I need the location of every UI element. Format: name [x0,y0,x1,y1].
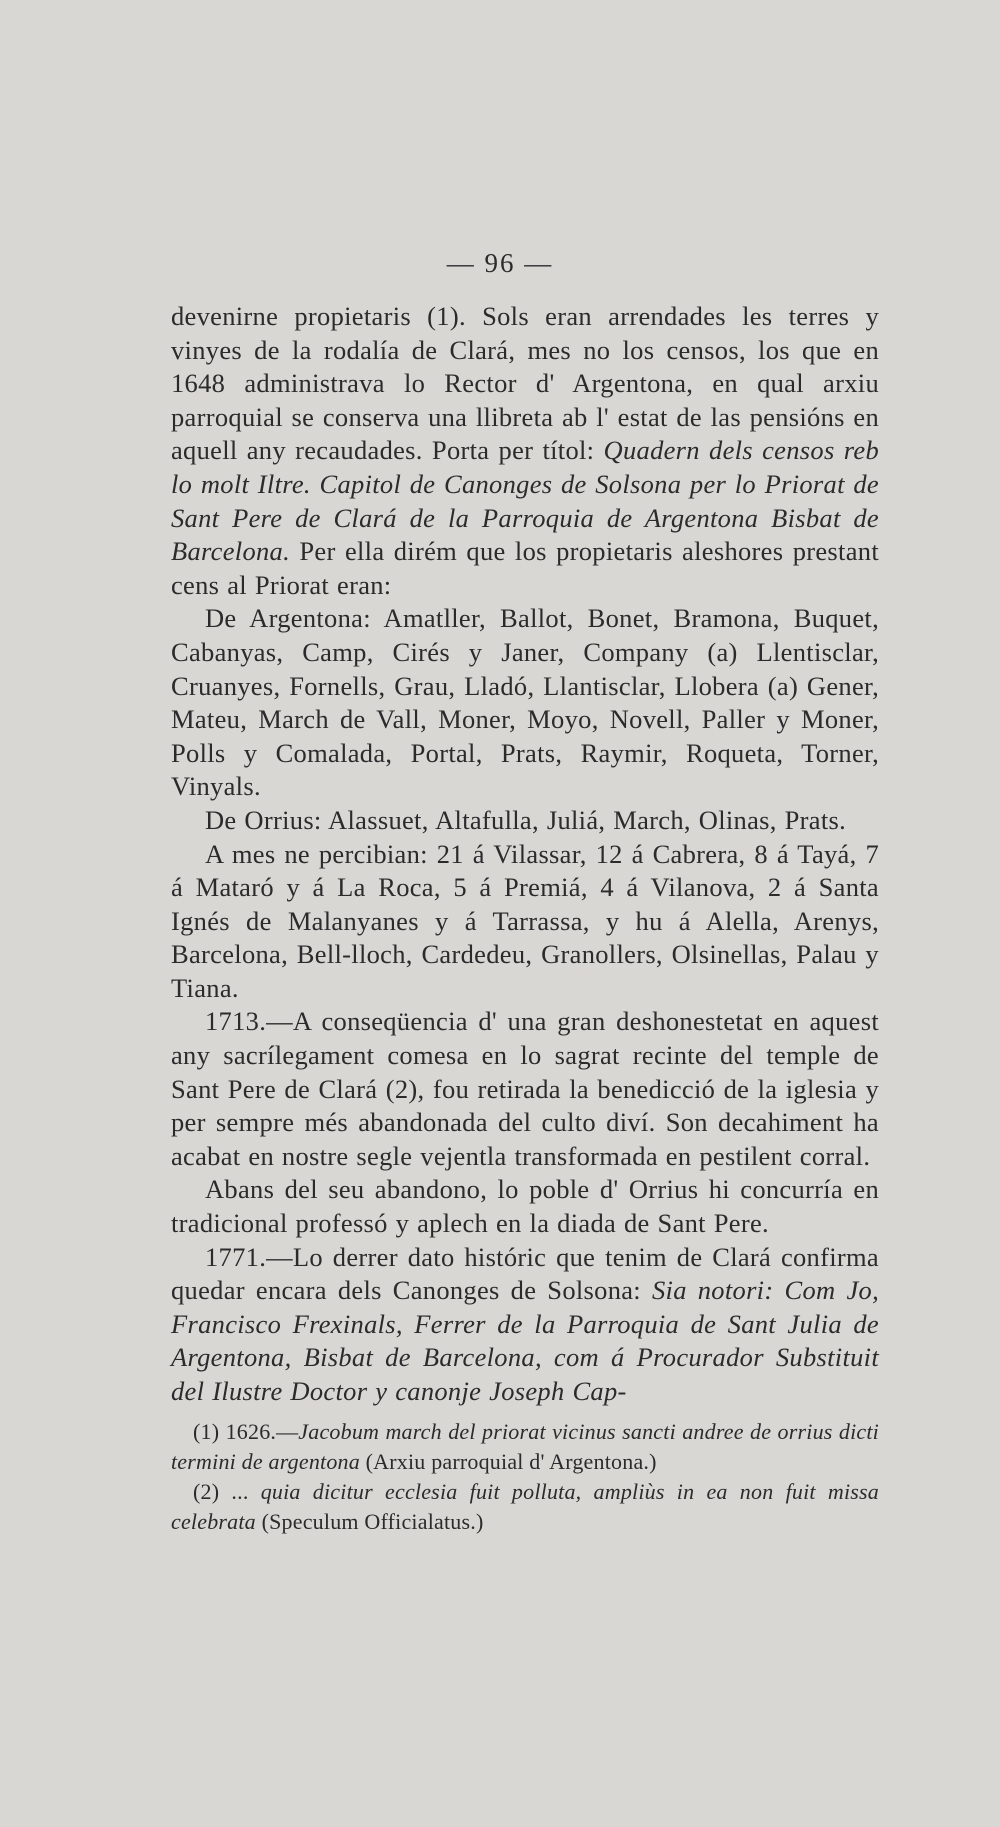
body-text [171,300,879,1409]
paragraph-percibian: A mes ne percibian: 21 á Vilassar, 12 á Cabrera, 8 á Tayá, 7 á Mataró y á La Roca, 5 á Premiá, 4 á Vilanova, 2 á Santa Ignés de Malanyanes y á Tarrassa, y hu á Alella, Arenys, Barcelona, Bell-lloch, Cardedeu, Granollers, Olsinellas, Palau y Tiana. [171,838,879,1003]
paragraph-censos-text: devenirne propietaris (1). Sols eran arrendades les terres y vinyes de la rodalía de Clará, mes no los censos, los que en 1648 administrava lo Rector d' Argentona, en qual arxiu parroquial se conserva una llibreta ab l' estat de las pensións en aquell any recaudades. Porta per títol: [171,301,879,466]
paragraph-1771-text: 1771.—Lo derrer dato históric que tenim de Clará confirma quedar encara dels Canonges de Solsona: [171,1241,879,1306]
footnotes [171,1417,879,1537]
paragraph-1713: 1713.—A conseqüencia d' una gran deshonestetat en aquest any sacrílegament comesa en lo sagrat recinte del temple de Sant Pere de Clará (2), fou retirada la benedicció de la iglesia y per sempre més abandonada del culto diví. Son decahiment ha acabat en nostre segle vejentla transformada en pestilent corral. [171,1006,879,1171]
footnote-2 [171,1477,879,1537]
paragraph-censos [171,300,879,602]
paragraph-argentona: De Argentona: Amatller, Ballot, Bonet, Bramona, Buquet, Cabanyas, Camp, Cirés y Janer, Company (a) Llentisclar, Cruanyes, Fornells, Grau, Lladó, Llantisclar, Llobera (a) Gener, Mateu, March de Vall, Moner, Moyo, Novell, Paller y Moner, Polls y Comalada, Portal, Prats, Raymir, Roqueta, Torner, Vinyals. [171,603,879,802]
footnote-1-latin: Jacobum march del priorat vicinus sancti andree de orrius dicti termini de argentona [171,1419,879,1474]
footnote-1 [171,1417,879,1477]
quadern-title: Quadern dels censos reb lo molt Iltre. Capitol de Canonges de Solsona per lo Priorat de Sant Pere de Clará de la Parroquia de Argentona Bisbat de Barcelona. [171,435,879,567]
paragraph-orrius: De Orrius: Alassuet, Altafulla, Juliá, March, Olinas, Prats. [205,804,847,835]
footnote-1-source: (Arxiu parroquial d' Argentona.) [359,1449,657,1474]
footnote-1-mark: (1) 1626.— [193,1419,299,1444]
sia-notori-quote: Sia notori: Com Jo, Francisco Frexinals, Ferrer de la Parroquia de Sant Julia de Argentona, Bisbat de Barcelona, com á Procurador Substituit del Ilustre Doctor y canonje Joseph Cap- [171,1275,879,1406]
footnote-2-latin: quia dicitur ecclesia fuit polluta, ampliùs in ea non fuit missa celebrata [171,1479,879,1534]
paragraph-abandono: Abans del seu abandono, lo poble d' Orrius hi concurría en tradicional professó y aplech en la diada de Sant Pere. [171,1174,879,1239]
page-number: — 96 — [446,248,554,278]
paragraph-censos-end: Per ella dirém que los propietaris aleshores prestant cens al Priorat eran: [171,536,879,600]
footnote-2-mark: (2) ... [193,1479,261,1504]
footnote-2-source: (Speculum Officialatus.) [255,1509,484,1534]
paragraph-1771 [171,1241,879,1409]
